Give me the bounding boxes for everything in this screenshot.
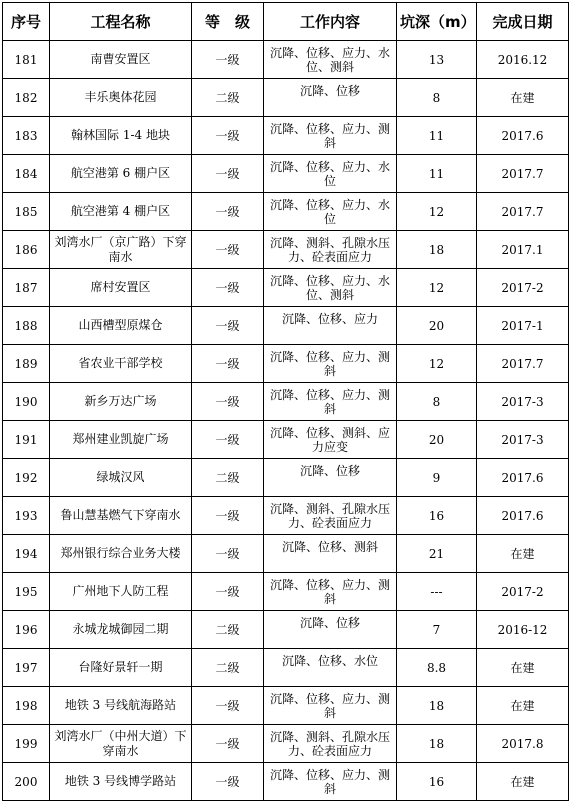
- cell-project-name-text: 南曹安置区: [90, 52, 151, 66]
- cell-pit-depth-text: 8: [432, 394, 441, 409]
- table-row: [3, 687, 569, 725]
- cell-pit-depth: [397, 649, 477, 687]
- cell-serial-no: [3, 345, 50, 383]
- cell-work-content: [264, 155, 397, 193]
- cell-project-name-text: 省农业干部学校: [78, 356, 163, 370]
- cell-pit-depth-text: 21: [428, 546, 445, 561]
- header-serial-no: 序号: [3, 3, 50, 41]
- cell-work-content: [264, 649, 397, 687]
- cell-project-name: [50, 763, 192, 801]
- cell-work-content-text: 沉降、位移、应力: [281, 311, 378, 326]
- cell-work-content: [264, 725, 397, 763]
- cell-grade: [192, 573, 264, 611]
- cell-grade-text: 一级: [215, 242, 240, 257]
- cell-pit-depth: [397, 79, 477, 117]
- cell-serial-no: [3, 725, 50, 763]
- table-row: [3, 763, 569, 801]
- cell-serial-no: [3, 269, 50, 307]
- cell-serial-no: [3, 383, 50, 421]
- cell-project-name-text: 地铁 3 号线航海路站: [64, 698, 177, 712]
- cell-completion-date: [477, 41, 569, 79]
- cell-grade-text: 一级: [215, 394, 240, 409]
- cell-grade-text: 一级: [215, 204, 240, 219]
- cell-serial-no: [3, 459, 50, 497]
- cell-pit-depth: [397, 687, 477, 725]
- cell-work-content-text: 沉降、位移、应力、测斜: [269, 691, 390, 720]
- cell-pit-depth: [397, 611, 477, 649]
- cell-serial-no-text: 188: [14, 318, 38, 333]
- cell-pit-depth: [397, 155, 477, 193]
- cell-completion-date-text: 2017.6: [501, 470, 544, 485]
- cell-pit-depth-text: 16: [428, 508, 445, 523]
- cell-grade-text: 一级: [215, 698, 240, 713]
- cell-work-content-text: 沉降、位移、应力、测斜: [269, 349, 390, 378]
- cell-serial-no-text: 190: [14, 394, 38, 409]
- cell-grade-text: 一级: [215, 736, 240, 751]
- cell-grade-text: 二级: [215, 470, 240, 485]
- cell-work-content-text: 沉降、测斜、孔隙水压力、砼表面应力: [269, 235, 390, 264]
- cell-project-name: [50, 611, 192, 649]
- cell-completion-date-text: 2016.12: [497, 52, 548, 67]
- cell-work-content-text: 沉降、测斜、孔隙水压力、砼表面应力: [269, 729, 390, 758]
- cell-grade-text: 一级: [215, 166, 240, 181]
- cell-pit-depth-text: 12: [428, 280, 445, 295]
- table-row: [3, 535, 569, 573]
- cell-completion-date: [477, 345, 569, 383]
- cell-pit-depth: [397, 193, 477, 231]
- cell-completion-date-text: 2017-2: [501, 584, 544, 599]
- cell-completion-date-text: 2016-12: [497, 622, 548, 637]
- cell-serial-no: [3, 193, 50, 231]
- cell-work-content-text: 沉降、位移、应力、水位、测斜: [269, 45, 390, 74]
- cell-completion-date: [477, 421, 569, 459]
- cell-work-content: [264, 535, 397, 573]
- cell-grade-text: 二级: [215, 90, 240, 105]
- cell-grade: [192, 345, 264, 383]
- table-row: [3, 117, 569, 155]
- cell-completion-date: [477, 535, 569, 573]
- cell-grade-text: 二级: [215, 660, 240, 675]
- cell-project-name-text: 郑州建业凯旋广场: [72, 432, 169, 446]
- cell-project-name: [50, 269, 192, 307]
- cell-pit-depth: [397, 231, 477, 269]
- cell-project-name-text: 翰林国际 1-4 地块: [71, 128, 170, 142]
- table-body: [3, 41, 569, 801]
- cell-pit-depth: [397, 345, 477, 383]
- cell-pit-depth: [397, 573, 477, 611]
- cell-pit-depth-text: 12: [428, 356, 445, 371]
- table-row: [3, 231, 569, 269]
- cell-project-name-text: 航空港第 4 棚户区: [70, 204, 171, 218]
- cell-project-name: [50, 155, 192, 193]
- cell-grade-text: 一级: [215, 774, 240, 789]
- cell-grade: [192, 459, 264, 497]
- cell-serial-no-text: 182: [14, 90, 38, 105]
- project-table: [2, 2, 569, 801]
- cell-grade: [192, 307, 264, 345]
- cell-serial-no-text: 183: [14, 128, 38, 143]
- cell-project-name: [50, 79, 192, 117]
- cell-project-name: [50, 231, 192, 269]
- cell-work-content: [264, 763, 397, 801]
- cell-work-content: [264, 687, 397, 725]
- cell-completion-date: [477, 193, 569, 231]
- cell-grade-text: 一级: [215, 128, 240, 143]
- cell-project-name: [50, 725, 192, 763]
- cell-completion-date: [477, 497, 569, 535]
- cell-serial-no-text: 189: [14, 356, 38, 371]
- cell-completion-date-text: 在建: [510, 698, 535, 713]
- cell-completion-date: [477, 459, 569, 497]
- cell-project-name: [50, 117, 192, 155]
- cell-completion-date-text: 2017.6: [501, 508, 544, 523]
- cell-completion-date: [477, 649, 569, 687]
- header-row: [3, 3, 569, 41]
- cell-serial-no-text: 192: [14, 470, 38, 485]
- cell-completion-date-text: 2017.7: [501, 356, 544, 371]
- cell-project-name-text: 席村安置区: [90, 280, 151, 294]
- cell-serial-no: [3, 687, 50, 725]
- cell-work-content: [264, 117, 397, 155]
- cell-work-content: [264, 345, 397, 383]
- cell-serial-no: [3, 649, 50, 687]
- cell-project-name-text: 郑州银行综合业务大楼: [60, 546, 181, 560]
- cell-project-name-text: 绿城汉风: [96, 470, 145, 484]
- cell-project-name: [50, 573, 192, 611]
- cell-project-name-text: 新乡万达广场: [84, 394, 157, 408]
- cell-serial-no: [3, 573, 50, 611]
- cell-completion-date: [477, 307, 569, 345]
- cell-serial-no-text: 196: [14, 622, 38, 637]
- cell-grade-text: 一级: [215, 546, 240, 561]
- cell-work-content-text: 沉降、测斜、孔隙水压力、砼表面应力: [269, 501, 390, 530]
- cell-completion-date-text: 2017.7: [501, 166, 544, 181]
- cell-pit-depth-text: 16: [428, 774, 445, 789]
- table-row: [3, 649, 569, 687]
- cell-project-name: [50, 421, 192, 459]
- cell-grade: [192, 383, 264, 421]
- cell-grade: [192, 687, 264, 725]
- cell-work-content-text: 沉降、位移: [299, 463, 360, 478]
- cell-project-name-text: 山西槽型原煤仓: [78, 318, 163, 332]
- cell-work-content-text: 沉降、位移: [299, 83, 360, 98]
- cell-serial-no-text: 195: [14, 584, 38, 599]
- cell-pit-depth: [397, 535, 477, 573]
- cell-serial-no: [3, 155, 50, 193]
- cell-work-content: [264, 307, 397, 345]
- cell-completion-date: [477, 269, 569, 307]
- cell-completion-date: [477, 231, 569, 269]
- cell-grade: [192, 193, 264, 231]
- cell-serial-no: [3, 117, 50, 155]
- cell-completion-date-text: 2017.8: [501, 736, 544, 751]
- cell-grade: [192, 763, 264, 801]
- table-row: [3, 383, 569, 421]
- cell-grade: [192, 231, 264, 269]
- cell-grade: [192, 41, 264, 79]
- table-row: [3, 725, 569, 763]
- header-work-content: 工作内容: [264, 3, 397, 41]
- cell-completion-date-text: 在建: [510, 660, 535, 675]
- cell-grade: [192, 649, 264, 687]
- cell-project-name-text: 永城龙城御园二期: [72, 622, 169, 636]
- cell-pit-depth-text: 12: [428, 204, 445, 219]
- cell-grade-text: 一级: [215, 280, 240, 295]
- cell-serial-no-text: 185: [14, 204, 38, 219]
- cell-pit-depth-text: ---: [430, 584, 443, 599]
- cell-work-content-text: 沉降、位移、水位: [281, 653, 378, 668]
- table-row: [3, 41, 569, 79]
- table-row: [3, 269, 569, 307]
- cell-work-content-text: 沉降、位移、应力、水位: [269, 197, 390, 226]
- table-row: [3, 193, 569, 231]
- cell-project-name: [50, 41, 192, 79]
- cell-work-content-text: 沉降、位移、应力、测斜: [269, 767, 390, 796]
- cell-project-name: [50, 383, 192, 421]
- cell-project-name: [50, 649, 192, 687]
- cell-pit-depth-text: 18: [428, 698, 445, 713]
- cell-completion-date: [477, 155, 569, 193]
- cell-grade: [192, 611, 264, 649]
- cell-pit-depth-text: 18: [428, 242, 445, 257]
- cell-completion-date-text: 2017-1: [501, 318, 544, 333]
- cell-pit-depth-text: 20: [428, 432, 445, 447]
- header-grade: 等 级: [192, 3, 264, 41]
- cell-work-content-text: 沉降、位移、测斜: [281, 539, 378, 554]
- cell-completion-date-text: 2017-2: [501, 280, 544, 295]
- cell-grade-text: 一级: [215, 356, 240, 371]
- cell-pit-depth: [397, 459, 477, 497]
- cell-pit-depth: [397, 269, 477, 307]
- header-pit-depth: 坑深（m）: [397, 3, 477, 41]
- cell-project-name-text: 台隆好景轩一期: [78, 660, 163, 674]
- cell-grade: [192, 155, 264, 193]
- table-row: [3, 79, 569, 117]
- cell-work-content: [264, 41, 397, 79]
- cell-work-content: [264, 573, 397, 611]
- cell-project-name-text: 丰乐奥体花园: [84, 90, 157, 104]
- cell-pit-depth: [397, 117, 477, 155]
- cell-serial-no: [3, 763, 50, 801]
- cell-grade-text: 一级: [215, 508, 240, 523]
- cell-grade: [192, 79, 264, 117]
- cell-work-content-text: 沉降、位移、应力、水位、测斜: [269, 273, 390, 302]
- cell-grade: [192, 725, 264, 763]
- table-row: [3, 307, 569, 345]
- cell-grade: [192, 421, 264, 459]
- cell-work-content: [264, 193, 397, 231]
- table-row: [3, 497, 569, 535]
- cell-serial-no-text: 199: [14, 736, 38, 751]
- cell-serial-no-text: 191: [14, 432, 38, 447]
- cell-work-content: [264, 421, 397, 459]
- cell-completion-date: [477, 725, 569, 763]
- cell-project-name-text: 地铁 3 号线博学路站: [64, 774, 177, 788]
- cell-grade: [192, 269, 264, 307]
- cell-grade-text: 一级: [215, 52, 240, 67]
- cell-work-content-text: 沉降、位移、应力、测斜: [269, 121, 390, 150]
- cell-completion-date-text: 在建: [510, 546, 535, 561]
- cell-project-name: [50, 535, 192, 573]
- cell-project-name: [50, 307, 192, 345]
- cell-completion-date: [477, 763, 569, 801]
- cell-pit-depth: [397, 307, 477, 345]
- cell-serial-no-text: 186: [14, 242, 38, 257]
- cell-serial-no-text: 194: [14, 546, 38, 561]
- cell-serial-no: [3, 497, 50, 535]
- cell-project-name: [50, 687, 192, 725]
- cell-pit-depth-text: 13: [428, 52, 445, 67]
- cell-serial-no-text: 193: [14, 508, 38, 523]
- cell-serial-no-text: 184: [14, 166, 38, 181]
- cell-pit-depth-text: 9: [432, 470, 441, 485]
- cell-pit-depth-text: 20: [428, 318, 445, 333]
- cell-work-content: [264, 459, 397, 497]
- cell-pit-depth: [397, 763, 477, 801]
- cell-serial-no-text: 197: [14, 660, 38, 675]
- cell-work-content: [264, 79, 397, 117]
- cell-pit-depth: [397, 497, 477, 535]
- cell-completion-date: [477, 383, 569, 421]
- cell-pit-depth-text: 11: [428, 128, 445, 143]
- table-row: [3, 421, 569, 459]
- cell-serial-no: [3, 307, 50, 345]
- cell-work-content: [264, 231, 397, 269]
- cell-grade-text: 一级: [215, 432, 240, 447]
- cell-serial-no-text: 198: [14, 698, 38, 713]
- cell-work-content-text: 沉降、位移: [299, 615, 360, 630]
- cell-pit-depth: [397, 41, 477, 79]
- cell-grade: [192, 117, 264, 155]
- cell-project-name: [50, 345, 192, 383]
- cell-work-content-text: 沉降、位移、应力、测斜: [269, 577, 390, 606]
- cell-serial-no-text: 181: [14, 52, 38, 67]
- cell-completion-date-text: 2017-3: [501, 394, 544, 409]
- table-row: [3, 459, 569, 497]
- cell-pit-depth: [397, 725, 477, 763]
- cell-completion-date: [477, 79, 569, 117]
- cell-completion-date: [477, 573, 569, 611]
- cell-pit-depth: [397, 421, 477, 459]
- cell-project-name-text: 航空港第 6 棚户区: [70, 166, 171, 180]
- cell-work-content-text: 沉降、位移、应力、水位: [269, 159, 390, 188]
- cell-work-content-text: 沉降、位移、测斜、应力应变: [269, 425, 390, 454]
- cell-completion-date-text: 2017.6: [501, 128, 544, 143]
- cell-project-name-text: 刘湾水厂（京广路）下穿南水: [54, 234, 187, 264]
- cell-work-content: [264, 269, 397, 307]
- table-row: [3, 155, 569, 193]
- cell-serial-no-text: 187: [14, 280, 38, 295]
- cell-grade-text: 二级: [215, 622, 240, 637]
- cell-project-name-text: 鲁山慧基燃气下穿南水: [60, 508, 181, 522]
- cell-serial-no: [3, 535, 50, 573]
- cell-serial-no: [3, 421, 50, 459]
- cell-pit-depth-text: 8: [432, 90, 441, 105]
- cell-completion-date: [477, 611, 569, 649]
- cell-work-content: [264, 611, 397, 649]
- cell-grade-text: 一级: [215, 584, 240, 599]
- cell-serial-no: [3, 611, 50, 649]
- cell-pit-depth-text: 7: [432, 622, 441, 637]
- table-row: [3, 611, 569, 649]
- cell-completion-date-text: 2017.1: [501, 242, 544, 257]
- table-row: [3, 573, 569, 611]
- cell-work-content: [264, 383, 397, 421]
- cell-completion-date-text: 2017.7: [501, 204, 544, 219]
- cell-work-content: [264, 497, 397, 535]
- cell-completion-date-text: 在建: [510, 90, 535, 105]
- cell-serial-no: [3, 79, 50, 117]
- table-row: [3, 345, 569, 383]
- cell-completion-date: [477, 117, 569, 155]
- cell-pit-depth-text: 11: [428, 166, 445, 181]
- cell-grade-text: 一级: [215, 318, 240, 333]
- cell-work-content-text: 沉降、位移、应力、测斜: [269, 387, 390, 416]
- header-project-name: 工程名称: [50, 3, 192, 41]
- cell-pit-depth: [397, 383, 477, 421]
- cell-pit-depth-text: 8.8: [426, 660, 447, 675]
- cell-serial-no: [3, 231, 50, 269]
- cell-completion-date-text: 在建: [510, 774, 535, 789]
- cell-project-name-text: 刘湾水厂（中州大道）下穿南水: [54, 728, 187, 758]
- cell-project-name-text: 广州地下人防工程: [72, 584, 169, 598]
- cell-grade: [192, 535, 264, 573]
- cell-grade: [192, 497, 264, 535]
- cell-pit-depth-text: 18: [428, 736, 445, 751]
- header-completion-date: 完成日期: [477, 3, 569, 41]
- cell-project-name: [50, 193, 192, 231]
- cell-completion-date: [477, 687, 569, 725]
- cell-completion-date-text: 2017-3: [501, 432, 544, 447]
- cell-serial-no-text: 200: [14, 774, 38, 789]
- cell-serial-no: [3, 41, 50, 79]
- cell-project-name: [50, 459, 192, 497]
- cell-project-name: [50, 497, 192, 535]
